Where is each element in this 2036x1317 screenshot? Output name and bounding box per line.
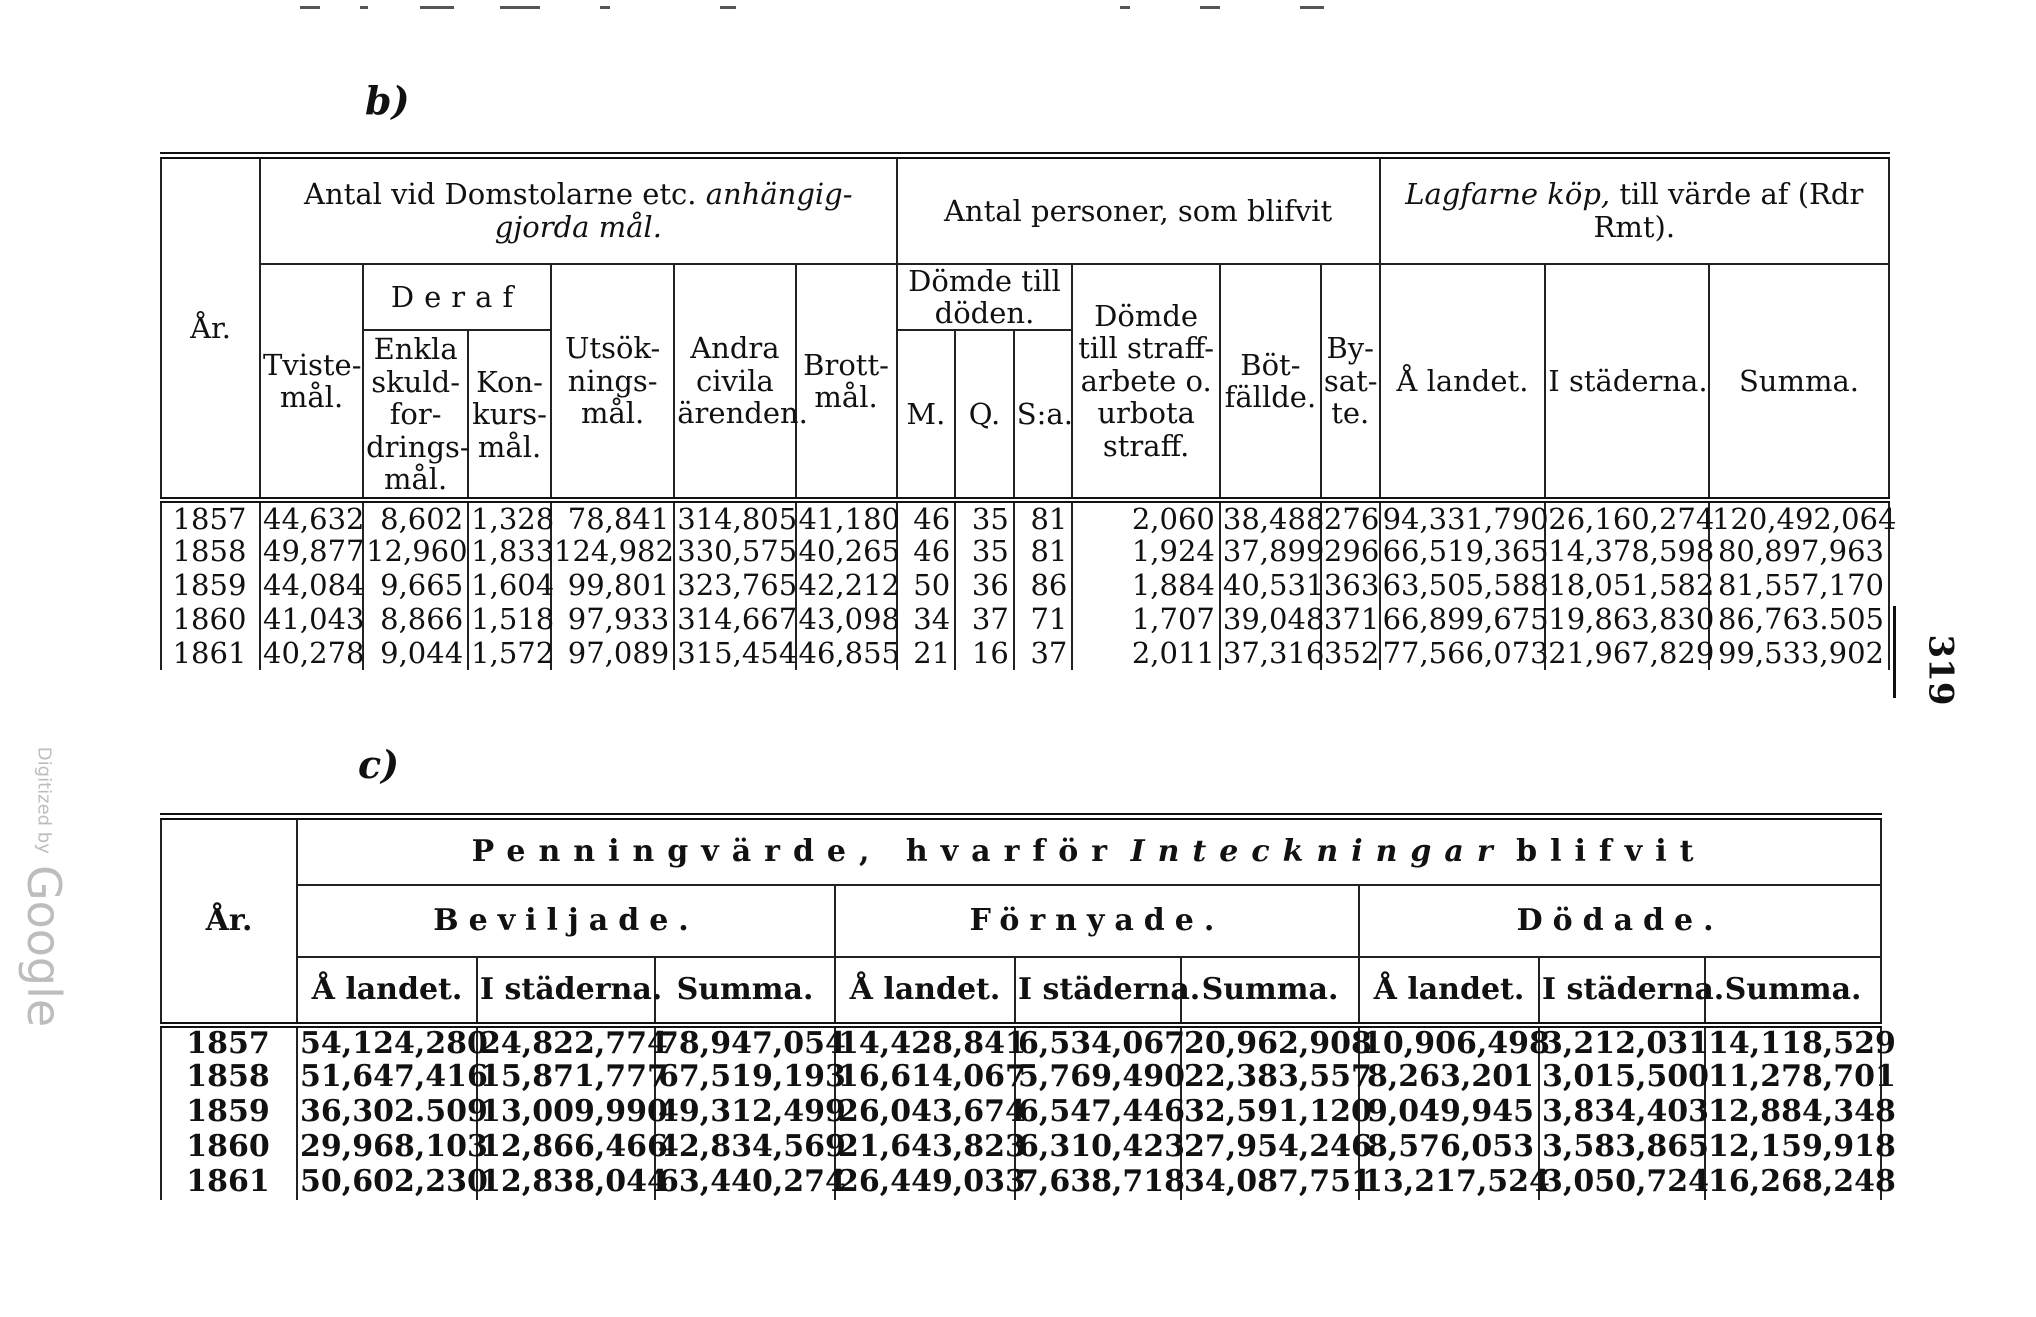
table-cell: 6,547,446 — [1015, 1095, 1181, 1130]
year-header: År. — [161, 156, 260, 501]
table-cell: 314,667 — [674, 602, 795, 636]
table-row — [161, 1165, 1881, 1200]
mortgage-title-plain-2: blifvit — [1516, 834, 1707, 869]
table-cell: 13,217,524 — [1359, 1165, 1539, 1200]
table-cell: 38,488 — [1220, 500, 1321, 534]
table-cell: 22,383,557 — [1181, 1060, 1359, 1095]
table-cell: 81,557,170 — [1709, 568, 1889, 602]
table-cell: 8,602 — [363, 500, 468, 534]
table-cell: 330,575 — [674, 534, 795, 568]
fornyade-summa-header: Summa. — [1181, 957, 1359, 1025]
table-cell: 46 — [897, 534, 956, 568]
table-cell: 36,302.509 — [297, 1095, 477, 1130]
table-cell: 3,212,031 — [1539, 1025, 1705, 1060]
brott-mal-header: Brott-mål. — [796, 264, 897, 501]
purchases-header-rest: till värde af (Rdr Rmt). — [1593, 177, 1864, 244]
table-cell: 120,492,064 — [1709, 500, 1889, 534]
table-cell: 43,098 — [796, 602, 897, 636]
table-cell: 20,962,908 — [1181, 1025, 1359, 1060]
year-cell: 1858 — [161, 534, 260, 568]
table-cell: 44,632 — [260, 500, 363, 534]
court-cases-header-main: Antal vid Domstolarne etc. — [304, 177, 697, 212]
table-cell: 9,044 — [363, 636, 468, 670]
table-cell: 40,531 — [1220, 568, 1321, 602]
court-cases-header — [260, 156, 897, 264]
table-cell: 315,454 — [674, 636, 795, 670]
table-cell: 1,707 — [1072, 602, 1220, 636]
fornyade-i-staderna-header: I städerna. — [1015, 957, 1181, 1025]
table-cell: 3,834,403 — [1539, 1095, 1705, 1130]
table-cell: 352 — [1321, 636, 1380, 670]
mortgage-values-table — [160, 813, 1896, 1200]
fornyade-header: Förnyade. — [835, 885, 1359, 957]
table-cell: 37,316 — [1220, 636, 1321, 670]
purchases-summa-header: Summa. — [1709, 264, 1889, 501]
table-row — [161, 1130, 1881, 1165]
table-cell: 10,906,498 — [1359, 1025, 1539, 1060]
table-cell: 77,566,073 — [1380, 636, 1546, 670]
table-cell: 12,866,466 — [477, 1130, 655, 1165]
table-cell: 80,897,963 — [1709, 534, 1889, 568]
table-cell: 18,051,582 — [1545, 568, 1709, 602]
table-cell: 36 — [955, 568, 1014, 602]
fornyade-a-landet-header: Å landet. — [835, 957, 1015, 1025]
year-cell: 1857 — [161, 500, 260, 534]
table-cell: 12,884,348 — [1705, 1095, 1881, 1130]
table-cell: 6,534,067 — [1015, 1025, 1181, 1060]
table-cell: 314,805 — [674, 500, 795, 534]
table-cell: 8,263,201 — [1359, 1060, 1539, 1095]
court-statistics-table — [160, 152, 1897, 671]
dodade-header: Dödade. — [1359, 885, 1881, 957]
court-cases-header-italic: anhängig-gjorda mål. — [494, 177, 853, 244]
table-cell: 14,378,598 — [1545, 534, 1709, 568]
table-cell: 97,933 — [551, 602, 674, 636]
table-cell: 1,518 — [468, 602, 551, 636]
table-row — [161, 500, 1889, 534]
table-cell: 42,834,569 — [655, 1130, 835, 1165]
death-sa-header: S:a. — [1014, 330, 1073, 500]
table-cell: 37,899 — [1220, 534, 1321, 568]
table-cell: 34 — [897, 602, 956, 636]
year-cell: 1858 — [161, 1060, 297, 1095]
table-cell: 12,838,044 — [477, 1165, 655, 1200]
table-cell: 54,124,280 — [297, 1025, 477, 1060]
table-cell: 41,043 — [260, 602, 363, 636]
watermark-brand: Google — [17, 864, 72, 1028]
table-cell: 124,982 — [551, 534, 674, 568]
table-cell: 99,801 — [551, 568, 674, 602]
purchases-header — [1380, 156, 1889, 264]
table-cell: 50,602,230 — [297, 1165, 477, 1200]
table-cell: 371 — [1321, 602, 1380, 636]
table-cell: 27,954,246 — [1181, 1130, 1359, 1165]
table-row — [161, 1095, 1881, 1130]
table-cell: 1,924 — [1072, 534, 1220, 568]
table-cell: 37 — [1014, 636, 1073, 670]
beviljade-i-staderna-header: I städerna. — [477, 957, 655, 1025]
table-cell: 63,440,274 — [655, 1165, 835, 1200]
digitized-watermark — [17, 747, 71, 1027]
table-cell: 2,060 — [1072, 500, 1220, 534]
beviljade-header: Beviljade. — [297, 885, 835, 957]
table-row — [161, 636, 1889, 670]
table-cell: 12,960 — [363, 534, 468, 568]
table-cell: 49,877 — [260, 534, 363, 568]
tviste-mal-header: Tviste-mål. — [260, 264, 363, 501]
year-cell: 1861 — [161, 1165, 297, 1200]
table-cell: 26,043,674 — [835, 1095, 1015, 1130]
table-cell: 86,763.505 — [1709, 602, 1889, 636]
table-cell: 46 — [897, 500, 956, 534]
year-cell: 1859 — [161, 568, 260, 602]
table-cell: 97,089 — [551, 636, 674, 670]
page-number: 319 — [1920, 634, 1961, 706]
table-cell: 1,604 — [468, 568, 551, 602]
persons-header: Antal personer, som blifvit — [897, 156, 1380, 264]
table-cell: 81 — [1014, 500, 1073, 534]
table-cell: 13,009,990 — [477, 1095, 655, 1130]
dodade-a-landet-header: Å landet. — [1359, 957, 1539, 1025]
table-cell: 37 — [955, 602, 1014, 636]
utsoknings-mal-header: Utsök-nings-mål. — [551, 264, 674, 501]
table-cell: 32,591,120 — [1181, 1095, 1359, 1130]
table-cell: 16 — [955, 636, 1014, 670]
watermark-prefix: Digitized by — [33, 746, 55, 854]
table-cell: 34,087,751 — [1181, 1165, 1359, 1200]
table-cell: 3,015,500 — [1539, 1060, 1705, 1095]
table-row — [161, 568, 1889, 602]
table-cell: 3,583,865 — [1539, 1130, 1705, 1165]
table-cell: 21,643,823 — [835, 1130, 1015, 1165]
purchases-i-staderna-header: I städerna. — [1545, 264, 1709, 501]
table-cell: 35 — [955, 500, 1014, 534]
table-cell: 3,050,724 — [1539, 1165, 1705, 1200]
table-cell: 16,268,248 — [1705, 1165, 1881, 1200]
botfallde-header: Böt-fällde. — [1220, 264, 1321, 501]
table-cell: 40,278 — [260, 636, 363, 670]
table-cell: 2,011 — [1072, 636, 1220, 670]
table-cell: 51,647,416 — [297, 1060, 477, 1095]
table-cell: 81 — [1014, 534, 1073, 568]
table-cell: 1,884 — [1072, 568, 1220, 602]
enkla-skuld-header: Enkla skuld-for-drings-mål. — [363, 330, 468, 500]
dodade-summa-header: Summa. — [1705, 957, 1881, 1025]
year-header: År. — [161, 817, 297, 1025]
table-cell: 6,310,423 — [1015, 1130, 1181, 1165]
bysatte-header: By-sat-te. — [1321, 264, 1380, 501]
table-row — [161, 1060, 1881, 1095]
purchases-header-italic: Lagfarne köp, — [1405, 177, 1611, 212]
scan-artifacts — [300, 6, 1400, 12]
table-cell: 86 — [1014, 568, 1073, 602]
domde-doden-header: Dömde till döden. — [897, 264, 1073, 331]
section-b-label: b) — [365, 78, 410, 123]
table-cell: 1,328 — [468, 500, 551, 534]
table-cell: 40,265 — [796, 534, 897, 568]
page-number-rule — [1893, 606, 1896, 698]
year-cell: 1861 — [161, 636, 260, 670]
mortgage-title-plain-1: Penningvärde, hvarför — [471, 834, 1121, 869]
table-cell: 21 — [897, 636, 956, 670]
table-cell: 78,841 — [551, 500, 674, 534]
table-row — [161, 534, 1889, 568]
table-cell: 29,968,103 — [297, 1130, 477, 1165]
table-cell: 15,871,777 — [477, 1060, 655, 1095]
table-cell: 363 — [1321, 568, 1380, 602]
table-cell: 39,048 — [1220, 602, 1321, 636]
table-cell: 24,822,774 — [477, 1025, 655, 1060]
beviljade-summa-header: Summa. — [655, 957, 835, 1025]
year-cell: 1859 — [161, 1095, 297, 1130]
year-cell: 1860 — [161, 602, 260, 636]
table-cell: 78,947,054 — [655, 1025, 835, 1060]
konkurs-mal-header: Kon-kurs-mål. — [468, 330, 551, 500]
table-cell: 323,765 — [674, 568, 795, 602]
table-cell: 7,638,718 — [1015, 1165, 1181, 1200]
table-row — [161, 1025, 1881, 1060]
table-cell: 26,449,033 — [835, 1165, 1015, 1200]
table-cell: 42,212 — [796, 568, 897, 602]
year-cell: 1857 — [161, 1025, 297, 1060]
purchases-a-landet-header: Å landet. — [1380, 264, 1546, 501]
table-cell: 14,118,529 — [1705, 1025, 1881, 1060]
table-cell: 21,967,829 — [1545, 636, 1709, 670]
table-cell: 9,049,945 — [1359, 1095, 1539, 1130]
table-cell: 44,084 — [260, 568, 363, 602]
table-cell: 63,505,588 — [1380, 568, 1546, 602]
deraf-header: Deraf — [363, 264, 551, 331]
death-q-header: Q. — [955, 330, 1014, 500]
table-cell: 26,160,274 — [1545, 500, 1709, 534]
table-cell: 67,519,193 — [655, 1060, 835, 1095]
mortgage-title — [297, 817, 1881, 885]
section-c-label: c) — [358, 742, 400, 787]
table-cell: 14,428,841 — [835, 1025, 1015, 1060]
table-cell: 71 — [1014, 602, 1073, 636]
table-cell: 16,614,067 — [835, 1060, 1015, 1095]
table-cell: 5,769,490 — [1015, 1060, 1181, 1095]
table-cell: 49,312,499 — [655, 1095, 835, 1130]
table-cell: 19,863,830 — [1545, 602, 1709, 636]
table-cell: 66,899,675 — [1380, 602, 1546, 636]
domde-straff-header: Dömde till straff-arbete o. urbota straff. — [1072, 264, 1220, 501]
table-row — [161, 602, 1889, 636]
table-cell: 8,866 — [363, 602, 468, 636]
table-cell: 50 — [897, 568, 956, 602]
table-cell: 276 — [1321, 500, 1380, 534]
table-cell: 41,180 — [796, 500, 897, 534]
table-cell: 11,278,701 — [1705, 1060, 1881, 1095]
table-cell: 8,576,053 — [1359, 1130, 1539, 1165]
andra-civila-header: Andra civila ärenden. — [674, 264, 795, 501]
dodade-i-staderna-header: I städerna. — [1539, 957, 1705, 1025]
year-cell: 1860 — [161, 1130, 297, 1165]
table-cell: 9,665 — [363, 568, 468, 602]
table-cell: 46,855 — [796, 636, 897, 670]
table-cell: 35 — [955, 534, 1014, 568]
table-cell: 1,572 — [468, 636, 551, 670]
beviljade-a-landet-header: Å landet. — [297, 957, 477, 1025]
mortgage-title-italic: Inteckningar — [1130, 834, 1506, 869]
table-cell: 296 — [1321, 534, 1380, 568]
table-cell: 66,519,365 — [1380, 534, 1546, 568]
table-cell: 94,331,790 — [1380, 500, 1546, 534]
table-cell: 1,833 — [468, 534, 551, 568]
table-cell: 12,159,918 — [1705, 1130, 1881, 1165]
death-m-header: M. — [897, 330, 956, 500]
table-cell: 99,533,902 — [1709, 636, 1889, 670]
